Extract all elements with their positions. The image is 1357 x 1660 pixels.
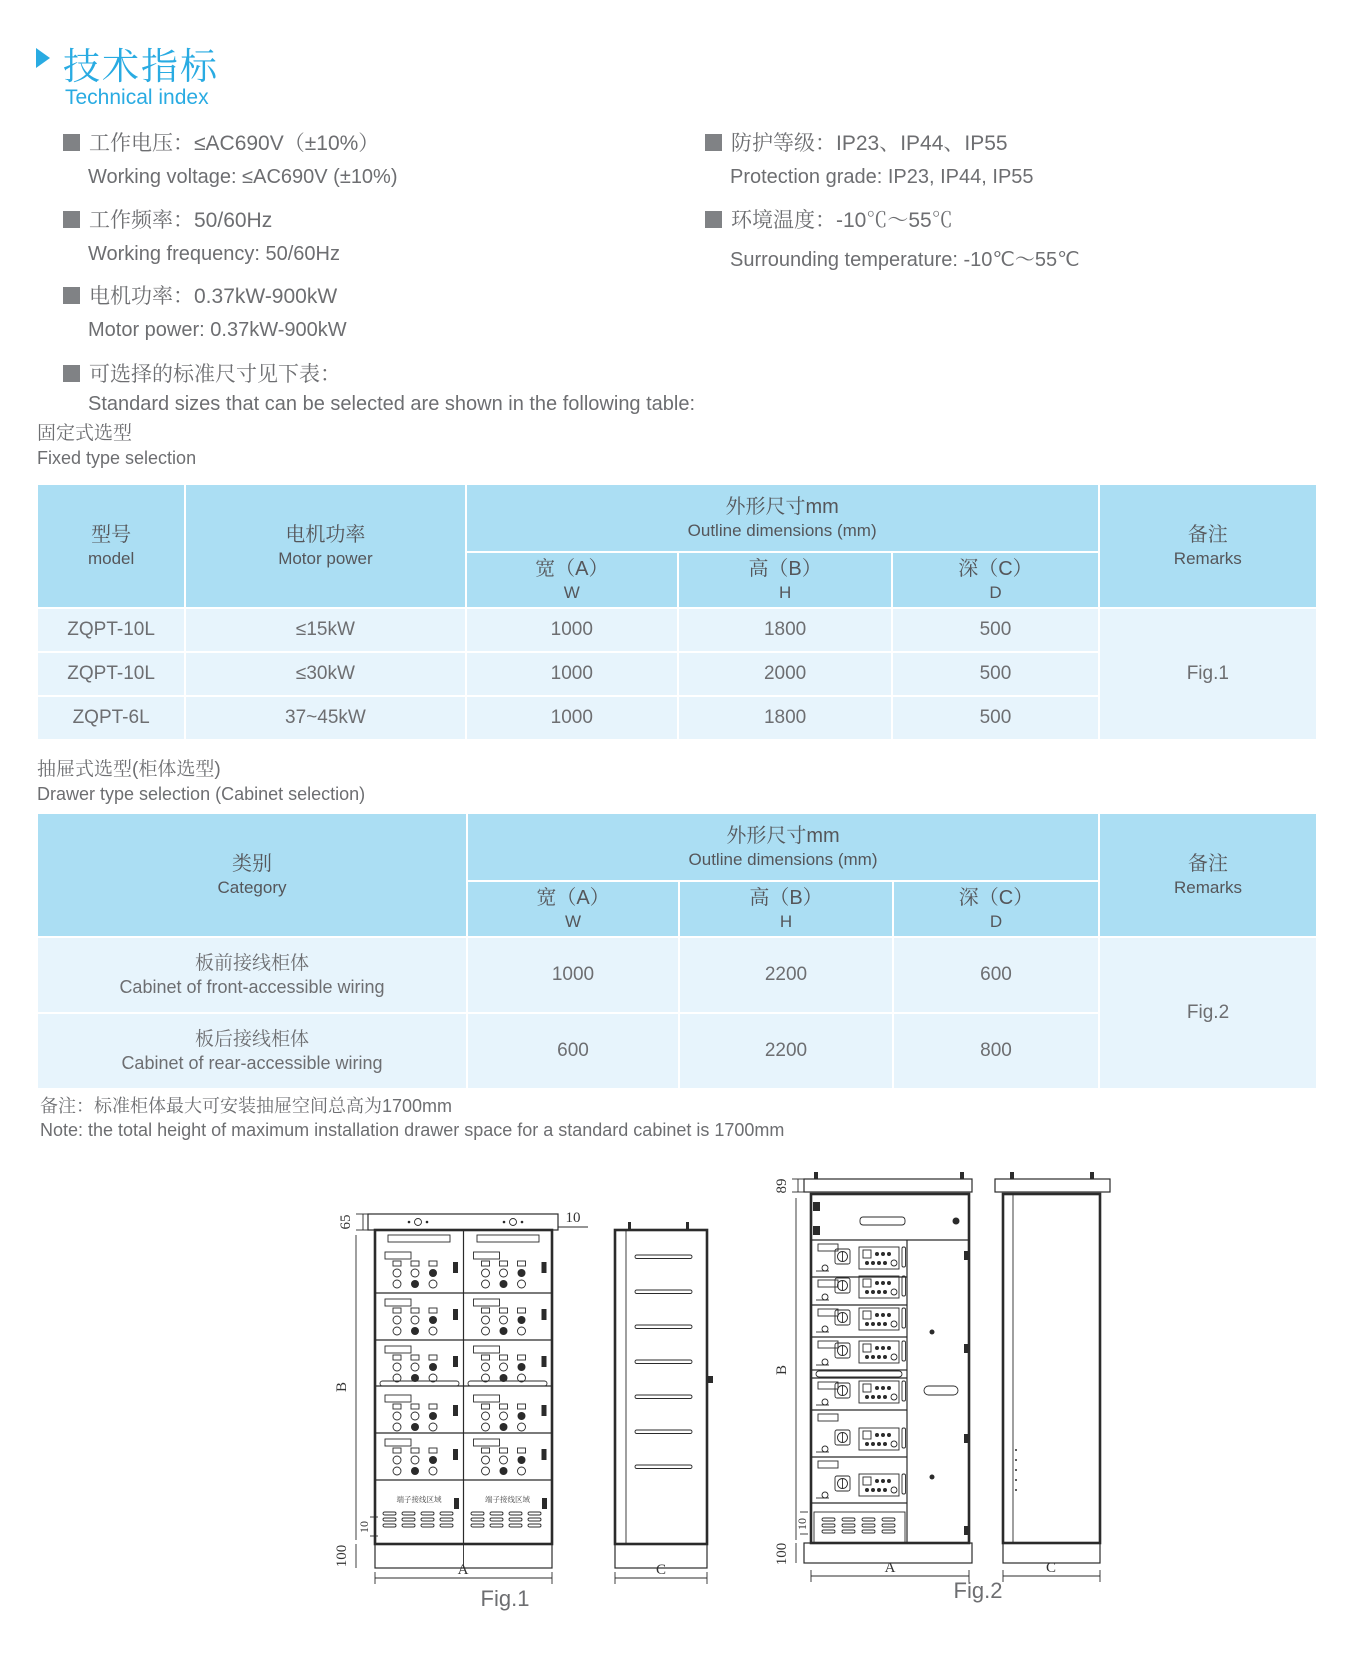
cell-category: [38, 1014, 466, 1088]
header-depth: [894, 882, 1098, 936]
drawer-section-title-en: Drawer type selection (Cabinet selection): [37, 784, 366, 804]
spec-motor-power-zh: [63, 280, 337, 310]
cell-model: ZQPT-10L: [38, 609, 184, 651]
header-depth-zh: 深（C）: [958, 558, 1033, 580]
cell-category-en: Cabinet of rear-accessible wiring: [121, 1053, 383, 1073]
spec-text: 防护等级：IP23、IP44、IP55: [731, 132, 1008, 155]
header-width-en: W: [563, 583, 580, 602]
fig1-dim-base: 100: [334, 1544, 350, 1568]
header-height-zh: 高（B）: [749, 887, 823, 909]
header-model-zh: 型号: [91, 524, 132, 546]
note-zh: 备注：标准柜体最大可安装抽屉空间总高为1700mm: [40, 1096, 453, 1116]
header-depth-en: D: [989, 912, 1003, 931]
header-model: [38, 485, 184, 607]
cell-width: 600: [468, 1014, 678, 1088]
fig2-side-view: [995, 1172, 1110, 1563]
header-remarks-zh: 备注: [1187, 524, 1228, 546]
cell-width: 1000: [467, 697, 677, 739]
spec-frequency-zh: [63, 204, 272, 234]
spec-text: 工作电压：≤AC690V（±10%）: [89, 132, 380, 155]
cell-height: 2000: [679, 653, 891, 695]
header-height: [680, 882, 892, 936]
header-category-en: Category: [217, 878, 287, 897]
bullet-square-icon: [705, 134, 722, 151]
cell-depth: 800: [894, 1014, 1098, 1088]
drawer-type-table: [36, 812, 1318, 1090]
fig1-dim-cap: 65: [338, 1214, 354, 1230]
fig1-caption: Fig.1: [480, 1586, 530, 1611]
drawer-section-title-zh: 抽屉式选型(柜体选型): [37, 759, 221, 780]
header-dims-en: Outline dimensions (mm): [687, 521, 877, 540]
bullet-square-icon: [63, 134, 80, 151]
fig2-dim-base: 100: [774, 1542, 790, 1566]
fixed-section-title-en: Fixed type selection: [37, 448, 197, 468]
cell-category-zh: 板前接线柜体: [194, 953, 309, 974]
cell-height: 2200: [680, 938, 892, 1012]
header-width-zh: 宽（A）: [535, 558, 609, 580]
header-power-zh: 电机功率: [285, 524, 366, 546]
fig1-terminal-label: 端子接线区域: [485, 1495, 530, 1504]
fig1-dim-top-right: 10: [565, 1210, 581, 1226]
cell-height: 2200: [680, 1014, 892, 1088]
bullet-square-icon: [63, 211, 80, 228]
header-width-zh: 宽（A）: [536, 887, 610, 909]
spec-text: 电机功率：0.37kW-900kW: [89, 285, 338, 308]
title-arrow-icon: [36, 48, 50, 68]
header-remarks: [1100, 485, 1316, 607]
header-width: [468, 882, 678, 936]
header-height-en: H: [779, 912, 793, 931]
header-remarks-en: Remarks: [1174, 878, 1243, 897]
fig2-caption: Fig.2: [953, 1578, 1003, 1603]
spec-motor-power-en: Motor power: 0.37kW-900kW: [88, 319, 347, 341]
fig1-drawing: [330, 1140, 720, 1620]
spec-intro-zh: [63, 358, 341, 388]
fig1-terminal-label: 端子接线区域: [396, 1495, 442, 1504]
table-row: [38, 938, 1316, 1012]
header-width: [467, 553, 677, 607]
fig2-dim-height: B: [774, 1364, 790, 1376]
header-height-en: H: [778, 583, 792, 602]
header-depth-zh: 深（C）: [958, 887, 1034, 909]
spec-temperature-zh: [705, 204, 953, 234]
spec-frequency-en: Working frequency: 50/60Hz: [88, 243, 340, 265]
fig2-front-view: [804, 1172, 972, 1563]
cell-power: 37~45kW: [186, 697, 464, 739]
cell-power: ≤30kW: [186, 653, 464, 695]
header-model-en: model: [87, 549, 135, 568]
bullet-square-icon: [63, 365, 80, 382]
fixed-type-table: [36, 483, 1318, 741]
page-title: 技术指标: [63, 46, 219, 87]
fig1-dim-height: B: [334, 1381, 350, 1393]
cell-category: [38, 938, 466, 1012]
header-remarks-zh: 备注: [1188, 853, 1229, 875]
cell-category-zh: 板后接线柜体: [194, 1029, 309, 1050]
fig1-side-view: [615, 1222, 713, 1568]
cell-category-en: Cabinet of front-accessible wiring: [119, 977, 385, 997]
spec-text: 环境温度：-10℃～55℃: [731, 209, 953, 232]
spec-temperature-en: Surrounding temperature: -10℃～55℃: [730, 249, 1080, 271]
fig1-dim-depth: C: [655, 1562, 667, 1578]
spec-voltage-zh: [63, 127, 379, 157]
page-subtitle: Technical index: [65, 86, 209, 109]
cell-model: ZQPT-6L: [38, 697, 184, 739]
header-category: [38, 814, 466, 936]
cell-width: 1000: [468, 938, 678, 1012]
cell-depth: 600: [894, 938, 1098, 1012]
header-dims-zh: 外形尺寸mm: [726, 825, 840, 847]
cell-remark: Fig.1: [1100, 609, 1316, 739]
fig1-front-view: [368, 1214, 558, 1568]
cell-remark: Fig.2: [1100, 938, 1316, 1088]
bullet-square-icon: [705, 211, 722, 228]
cell-height: 1800: [679, 697, 891, 739]
cell-power: ≤15kW: [186, 609, 464, 651]
fig2-dim-width: A: [884, 1560, 896, 1576]
header-power: [186, 485, 464, 607]
cell-depth: 500: [893, 653, 1097, 695]
spec-protection-en: Protection grade: IP23, IP44, IP55: [730, 166, 1034, 188]
spec-text: 可选择的标准尺寸见下表：: [89, 363, 341, 386]
fig2-dimensions: [774, 1179, 1100, 1583]
header-height: [679, 553, 891, 607]
fig2-drawing: [710, 1120, 1140, 1620]
spec-text: 工作频率：50/60Hz: [89, 209, 273, 232]
header-remarks-en: Remarks: [1173, 549, 1242, 568]
table-header-row: [38, 485, 1316, 551]
header-dims-zh: 外形尺寸mm: [725, 496, 839, 518]
header-dimensions: [468, 814, 1098, 880]
header-dims-en: Outline dimensions (mm): [688, 850, 878, 869]
table-row: [38, 609, 1316, 651]
cell-width: 1000: [467, 653, 677, 695]
cell-model: ZQPT-10L: [38, 653, 184, 695]
header-height-zh: 高（B）: [748, 558, 822, 580]
fig2-dim-depth: C: [1045, 1560, 1057, 1576]
header-width-en: W: [564, 912, 582, 931]
header-power-en: Motor power: [278, 549, 373, 568]
fig2-dim-cap: 89: [774, 1178, 790, 1194]
cell-width: 1000: [467, 609, 677, 651]
cell-depth: 500: [893, 609, 1097, 651]
spec-voltage-en: Working voltage: ≤AC690V (±10%): [88, 166, 398, 188]
spec-intro-en: Standard sizes that can be selected are shown in the following table:: [88, 393, 696, 415]
fig2-dim-small: 10: [795, 1518, 809, 1530]
fixed-section-title-zh: 固定式选型: [37, 423, 133, 444]
fig1-dim-small: 10: [357, 1521, 371, 1533]
table-header-row: [38, 814, 1316, 880]
header-remarks: [1100, 814, 1316, 936]
header-depth-en: D: [989, 583, 1002, 602]
fig1-dim-width: A: [457, 1562, 469, 1578]
cell-height: 1800: [679, 609, 891, 651]
header-dimensions: [467, 485, 1098, 551]
header-depth: [893, 553, 1097, 607]
header-category-zh: 类别: [232, 853, 272, 875]
note-en: Note: the total height of maximum installation drawer space for a standard cabinet is 1700mm: [40, 1120, 785, 1140]
cell-depth: 500: [893, 697, 1097, 739]
bullet-square-icon: [63, 287, 80, 304]
spec-protection-zh: [705, 127, 1008, 157]
